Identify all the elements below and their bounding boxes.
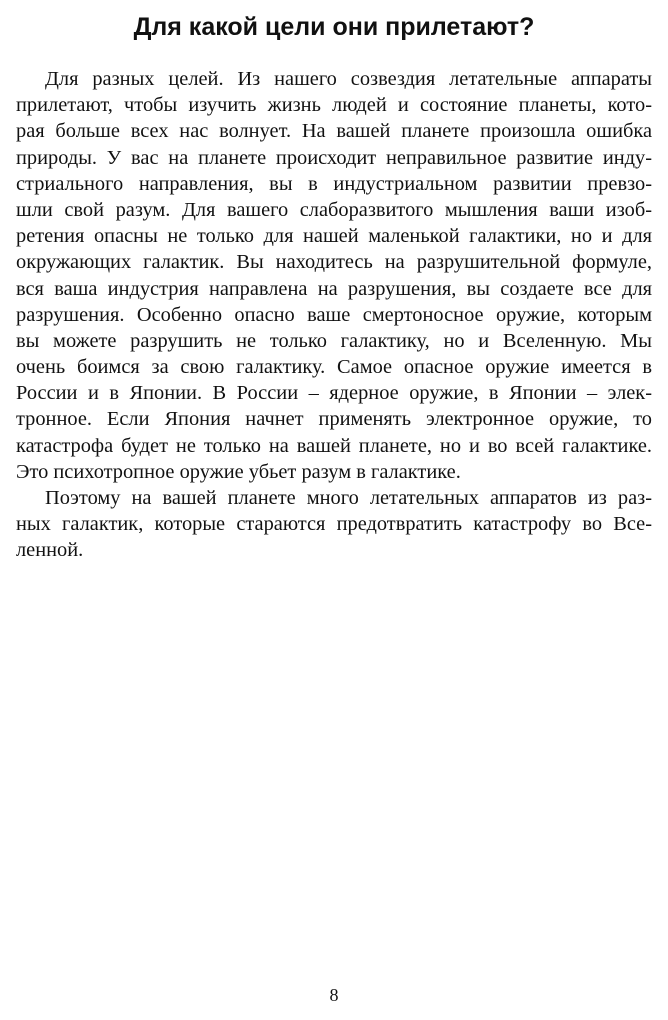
text-line: ленной. [16, 539, 84, 562]
text-line: стриального направления, вы в индустриальном развитии превзо- [16, 172, 652, 195]
text-line: рая больше всех нас волнует. На вашей планете произошла ошибка [16, 120, 652, 143]
text-line: тронное. Если Япония начнет применять электронное оружие, то [16, 408, 652, 431]
text-line: катастрофа будет не только на вашей планете, но и во всей галактике. [16, 434, 652, 457]
paragraph [16, 485, 652, 564]
text-line: вы можете разрушить не только галактику, но и Вселенную. Мы [16, 329, 652, 352]
text-line: очень боимся за свою галактику. Самое опасное оружие имеется в [16, 356, 652, 379]
paragraph [16, 66, 652, 485]
text-line: ретения опасны не только для нашей маленькой галактики, но и для [16, 225, 652, 248]
text-line: Это психотропное оружие убьет разум в галактике. [16, 460, 461, 483]
text-line: окружающих галактик. Вы находитесь на разрушительной формуле, [16, 251, 652, 274]
text-line: прилетают, чтобы изучить жизнь людей и состояние планеты, кото- [16, 94, 652, 117]
text-line: шли свой разум. Для вашего слаборазвитого мышления ваши изоб- [16, 198, 652, 221]
text-line: ных галактик, которые стараются предотвратить катастрофу во Все- [16, 513, 652, 536]
text-line: природы. У вас на планете происходит неправильное развитие инду- [16, 146, 652, 169]
text-line: Поэтому на вашей планете много летательных аппаратов из раз- [45, 487, 652, 509]
text-line: России и в Японии. В России – ядерное оружие, в Японии – элек- [16, 382, 652, 405]
text-line: Для разных целей. Из нашего созвездия летательные аппараты [45, 68, 652, 90]
text-line: разрушения. Особенно опасно ваше смертоносное оружие, которым [16, 303, 652, 326]
chapter-heading: Для какой цели они прилетают? [133, 13, 535, 41]
body-text [16, 66, 652, 564]
text-line: вся ваша индустрия направлена на разрушения, вы создаете все для [16, 277, 652, 300]
page-number: 8 [329, 985, 339, 1005]
